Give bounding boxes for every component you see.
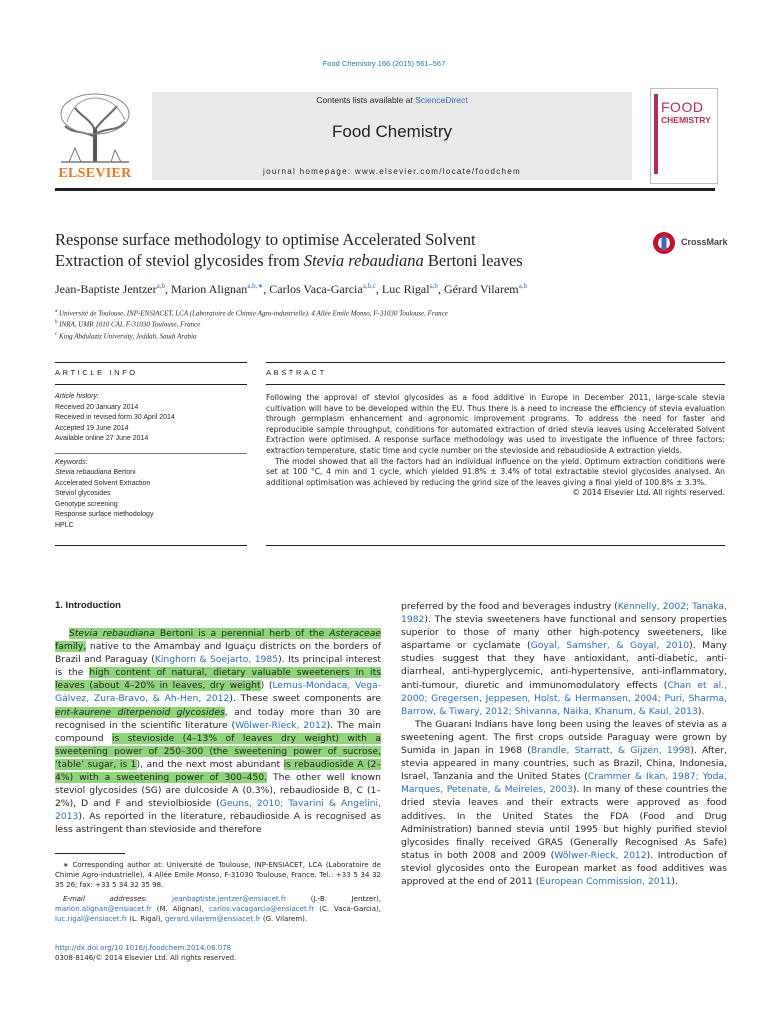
email-link[interactable]: jeanbaptiste.jentzer@ensiacet.fr — [172, 895, 287, 903]
keywords-label: Keywords: — [55, 458, 88, 466]
title-line-2a: Extraction of steviol glycosides from — [55, 251, 304, 270]
abstract-copyright: © 2014 Elsevier Ltd. All rights reserved. — [572, 488, 725, 498]
keyword: Stevia rebaudiana Bertoni — [55, 469, 136, 476]
intro-left-column — [55, 627, 381, 837]
elsevier-tree-icon — [55, 92, 135, 164]
journal-cover — [650, 88, 718, 184]
keyword: Accelerated Solvent Extraction — [55, 479, 151, 487]
citation-link[interactable]: Lemus-Mondaca, Vega-Gálvez, Zura-Bravo, & Ah-Hen, 2012 — [55, 680, 382, 705]
article-title — [55, 229, 625, 271]
citation-link[interactable]: Geuns, 2010; Tavarini & Angelini, 2013 — [55, 798, 381, 823]
issn-copyright: 0308-8146/© 2014 Elsevier Ltd. All rights reserved. — [55, 954, 237, 962]
journal-citation[interactable]: Food Chemistry 166 (2015) 561–567 — [322, 59, 446, 68]
cover-title-food: FOOD — [661, 99, 704, 115]
intro-paragraph-1-cont: preferred by the food and beverages industry (Kennelly, 2002; Tanaka, 1982). The stevia sweeteners have functional and sensory properties superior to those of many other high-potency sweeteners, like aspartame or cyclamate (Goyal, Samsher, & Goyal, 2010). Many studies suggest that they have antioxidant, anti-diabetic, anti-diarrheal, anti-hyperglycemic, anti-hypertensive, anti-inflammatory, anti-tumour, diuretic and immunomodulatory effects (Chan et al., 2000; Gregersen, Jeppesen, Holst, & Hermansen, 2004; Puri, Sharma, Barrow, & Tiwary, 2012; Shivanna, Naika, Khanum, & Kaul, 2013). — [401, 601, 727, 717]
sciencedirect-link[interactable]: ScienceDirect — [415, 95, 468, 105]
doi-block — [55, 943, 236, 963]
footnote — [55, 860, 381, 924]
affiliation-a: $^a$ Université de Toulouse, INP-ENSIACET, LCA (Laboratoire de Chimie Agro-industrielle), 4 Allée Emile Monso, F-31030 Toulouse, France — [55, 309, 448, 318]
section-heading-introduction: 1. Introduction — [55, 600, 121, 611]
email-link[interactable]: luc.rigal@ensiacet.fr — [55, 915, 128, 923]
title-line-2b: Stevia rebaudiana — [303, 251, 424, 270]
intro-paragraph-1: Stevia rebaudiana Bertoni is a perennial herb of the Asteraceae family, native to the Amambay and Iguaçu districts on the borders of Brazil and Paraguay (Kinghorn & Soejarto, 1985). Its principal interest is the high content of natural, dietary valuable sweeteners in its leaves (about 4–20% in leaves, dry weight) (Lemus-Mondaca, Vega-Gálvez, Zura-Bravo, & Ah-Hen, 2012). These sweet components are ent-kaurene diterpenoid glycosides, and today more than 30 are recognised in the scientific literature (Wölwer-Rieck, 2012). The main compound is stevioside (4–13% of leaves dry weight) with a sweetening power of 250–300 (the sweetening power of sucrose, ‘table’ sugar, is 1), and the next most abundant is rebaudioside A (2–4%) with a sweetening power of 300–450. The other well known steviol glycosides (SG) are dulcoside A (0.3%), rebaudioside B, C (1–2%), D and F and steviolbioside (Geuns, 2010; Tavarini & Angelini, 2013). As reported in the literature, rebaudioside A is recognised as less astringent than stevioside and therefore — [55, 628, 382, 836]
history-label: Article history: — [55, 393, 99, 400]
info-rule-top — [55, 362, 247, 363]
email-link[interactable]: marion.alignan@ensiacet.fr — [55, 905, 152, 913]
citation-link[interactable]: Wölwer-Rieck, 2012 — [554, 849, 647, 861]
cover-stripe — [654, 94, 658, 174]
history-online: Available online 27 June 2014 — [55, 435, 149, 442]
history-accepted: Accepted 19 June 2014 — [55, 424, 129, 432]
crossmark-icon — [652, 231, 676, 255]
citation-link[interactable]: Brandle, Starratt, & Gijzen, 1998 — [530, 745, 691, 757]
intro-right-column — [401, 600, 727, 888]
author[interactable]: Jean-Baptiste Jentzer$^{a,b}$, — [55, 282, 171, 296]
history-revised: Received in revised form 30 April 2014 — [55, 414, 175, 421]
article-info-heading: ARTICLE INFO — [55, 368, 138, 377]
citation-link[interactable]: Goyal, Samsher, & Goyal, 2010 — [530, 640, 690, 652]
journal-homepage[interactable]: journal homepage: www.elsevier.com/locate/foodchem — [263, 167, 521, 176]
keyword: Genotype screening — [55, 500, 118, 508]
history-received: Received 20 January 2014 — [55, 403, 139, 411]
author[interactable]: Gérard Vilarem$^{a,b}$ — [443, 282, 527, 296]
intro-paragraph-2: The Guarani Indians have long been using the leaves of stevia as a sweetening agent. The first crops outside Paraguay were grown by Sumida in Japan in 1968 (Brandle, Starratt, & Gijzen, 1998). After, stevia appeared in many countries, such as Brazil, China, Indonesia, Israel, Tanzania and the United States (Crammer & Ikan, 1987; Yoda, Marques, Petenate, & Meireles, 2003). In many of these countries the dried stevia leaves and their extracts were approved as food additives. In the United States the FDA (Food and Drug Administration) banned stevia until 1995 but highly purified steviol glycosides finally received GRAS (Generally Recognised As Safe) status in both 2008 and 2009 (Wölwer-Rieck, 2012). Introduction of steviol glycosides onto the European market as food additives was approved at the end of 2011 (European Commission, 2011). — [401, 718, 727, 887]
crossmark-badge[interactable] — [652, 231, 728, 255]
abstract-rule-mid — [266, 384, 725, 385]
abstract-rule-top — [266, 362, 725, 363]
abstract-heading: ABSTRACT — [266, 368, 327, 377]
affiliations — [55, 307, 448, 341]
title-line-1: Response surface methodology to optimise Accelerated Solvent — [55, 230, 476, 249]
author[interactable]: Marion Alignan$^{a,b,∗}$, — [170, 282, 270, 296]
abstract-paragraph-1: Following the approval of steviol glycosides as a food additive in Europe in December 2011, large-scale stevia cultivation will have to be developed within the EU. Thus there is a need to increase the efficiency of stevia evaluation through germplasm enhancement and agronomic improvement programs. To address the need for faster and reproducible sample throughput, conditions for automated extraction of dried stevia leaves using Accelerated Solvent Extraction were optimised. A response surface methodology was used to investigate the influence of three factors: extraction temperature, static time and cycle number on the stevioside and rebaudioside A extraction yields. — [266, 393, 725, 455]
email-addresses: E-mail addresses: jeanbaptiste.jentzer@ensiacet.fr (J.-B. Jentzer), marion.alignan@ensiacet.fr (M. Alignan), carlos.vacagarcia@ensiacet.fr (C. Vaca-Garcia), luc.rigal@ensiacet.fr (L. Rigal), gerard.vilarem@ensiacet.fr (G. Vilarem). — [55, 895, 381, 923]
author-list — [55, 282, 715, 297]
cover-title-chemistry: CHEMISTRY — [661, 115, 711, 125]
footnote-rule — [55, 853, 125, 854]
article-info — [55, 392, 247, 531]
elsevier-logo — [55, 92, 135, 182]
email-link[interactable]: carlos.vacagarcia@ensiacet.fr — [208, 905, 315, 913]
header-rule — [55, 188, 715, 191]
citation-link[interactable]: Wölwer-Rieck, 2012 — [235, 719, 327, 731]
crossmark-label: CrossMark — [681, 237, 728, 247]
keyword: Steviol glycosides — [55, 490, 111, 497]
citation-link[interactable]: Chan et al., 2000; Gregersen, Jeppesen, Holst, & Hermansen, 2004; Puri, Sharma, Barrow, & Tiwary, 2012; Shivanna, Naika, Khanum, & Kaul, 2013 — [401, 679, 727, 717]
masthead — [55, 92, 715, 184]
author[interactable]: Carlos Vaca-Garcia$^{a,b,c}$, — [269, 282, 382, 296]
abstract-rule-bottom — [266, 545, 725, 546]
email-link[interactable]: gerard.vilarem@ensiacet.fr — [165, 915, 261, 923]
abstract-body — [266, 393, 725, 499]
contents-line — [152, 95, 632, 105]
journal-name: Food Chemistry — [332, 122, 452, 141]
citation-link[interactable]: Kinghorn & Soejarto, 1985 — [154, 654, 279, 666]
info-divider — [55, 453, 247, 454]
contents-prefix: Contents lists available at — [316, 95, 413, 105]
title-line-2c: Bertoni leaves — [423, 251, 523, 270]
citation-link[interactable]: European Commission, 2011 — [539, 875, 672, 887]
info-rule-mid — [55, 384, 247, 385]
info-rule-bottom — [55, 545, 247, 546]
citation-link[interactable]: Crammer & Ikan, 1987; Yoda, Marques, Petenate, & Meireles, 2003 — [401, 771, 727, 796]
affiliation-c: $^c$ King Abdulaziz University, Jeddah, Saudi Arabia — [55, 331, 197, 340]
affiliation-b: $^b$ INRA, UMR 1010 CAI, F-31030 Toulouse, France — [55, 320, 201, 329]
citation-link[interactable]: Kennelly, 2002; Tanaka, 1982 — [401, 601, 727, 626]
abstract-paragraph-2: The model showed that all the factors had an individual influence on the yield. Optimum extraction conditions were set at 100 °C, 4 min and 1 cycle, which yielded 91.8% ± 3.4% of total extractable steviol glycosides analysed. An additional optimisation was achieved by reducing the grind size of the leaves giving a final yield of 100.8% ± 3.3%. — [266, 456, 725, 487]
journal-banner — [152, 92, 632, 180]
elsevier-wordmark: ELSEVIER — [58, 166, 132, 181]
corresponding-author: ∗ Corresponding author at: Université de Toulouse, INP-ENSIACET, LCA (Laboratoire de Chimie Agro-industrielle), 4 Allée Emile Monso, F-31030 Toulouse, France. Tel.: +33 5 34 32 35 26; fax: +33 5 34 32 35 98. — [55, 861, 381, 889]
keyword: HPLC — [55, 521, 74, 529]
keyword: Response surface methodology — [55, 511, 154, 518]
doi-link[interactable]: http://dx.doi.org/10.1016/j.foodchem.2014.06.078 — [55, 944, 232, 952]
author[interactable]: Luc Rigal$^{a,b}$, — [381, 282, 444, 296]
